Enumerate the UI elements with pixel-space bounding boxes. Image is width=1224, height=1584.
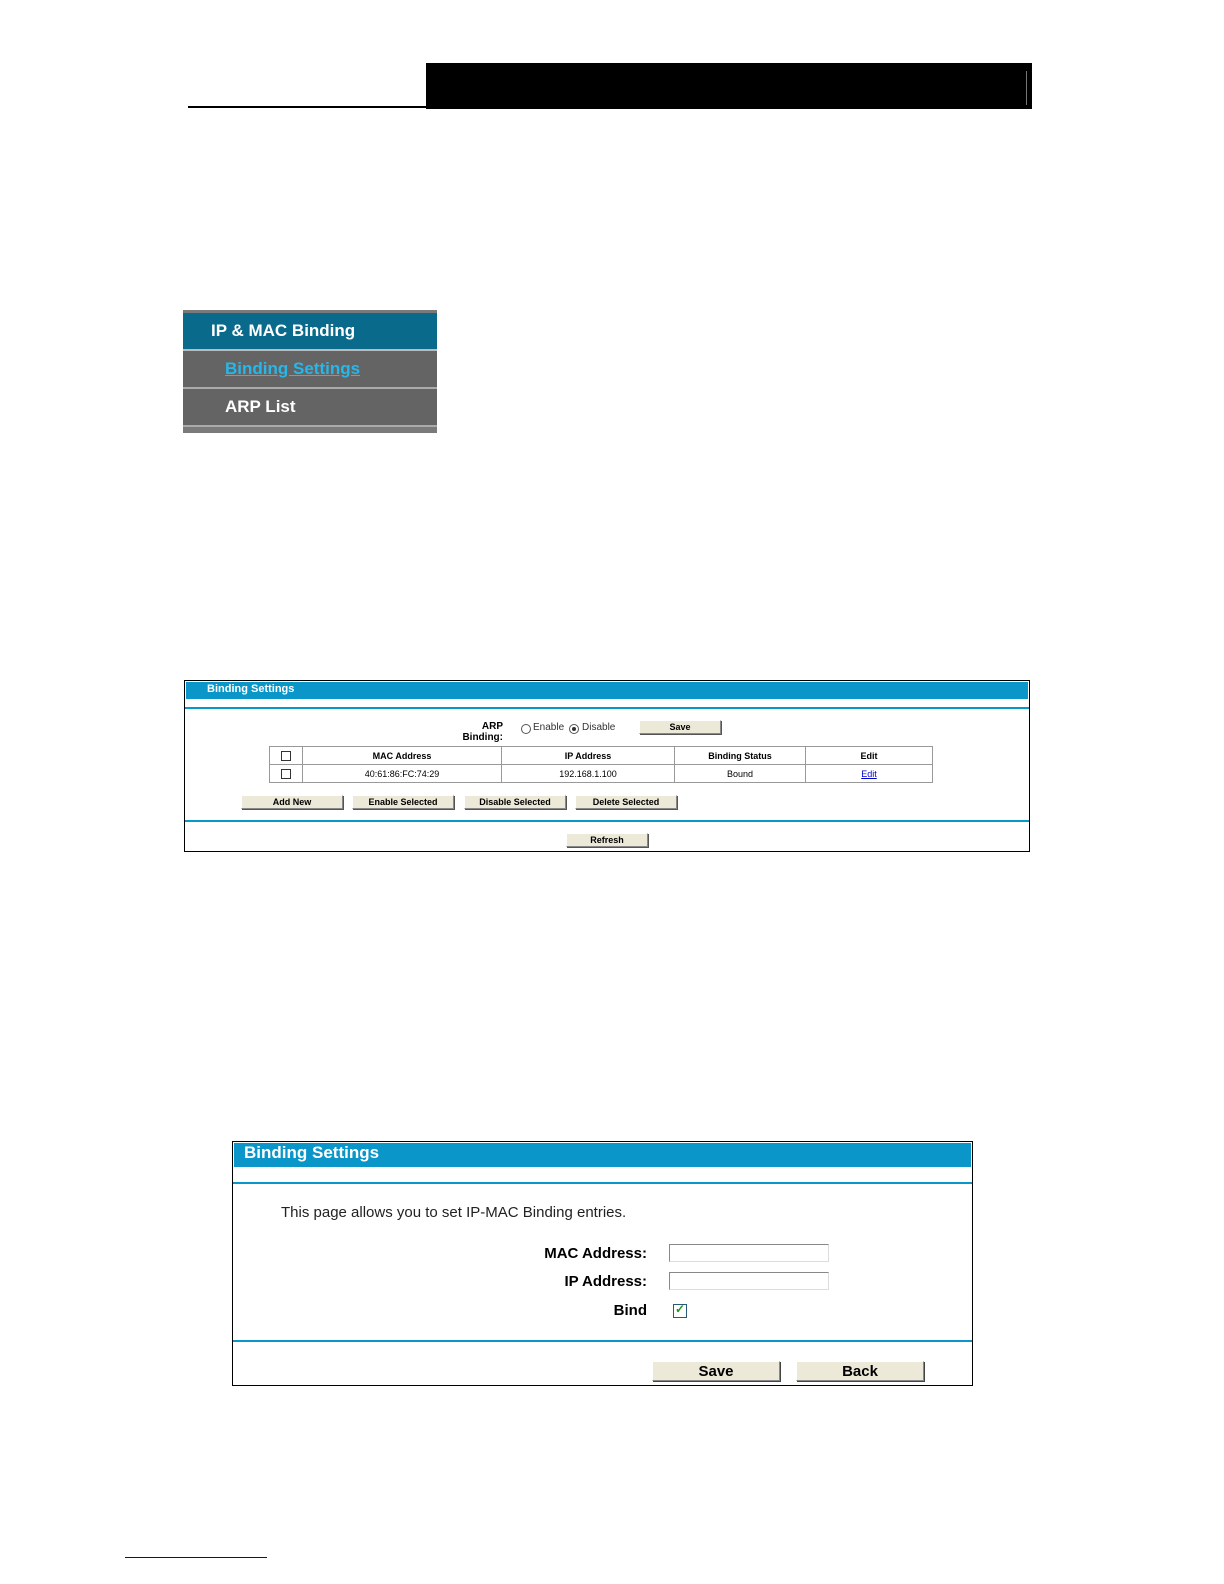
arp-disable-radio[interactable] xyxy=(569,724,579,734)
refresh-button[interactable]: Refresh xyxy=(566,833,648,847)
back-button[interactable]: Back xyxy=(796,1361,924,1381)
arp-binding-label: ARP Binding: xyxy=(462,721,503,743)
arp-enable-radio[interactable] xyxy=(521,724,531,734)
binding-table xyxy=(269,746,933,783)
arp-save-button[interactable]: Save xyxy=(639,720,721,734)
cell-ip: 192.168.1.100 xyxy=(502,765,675,783)
save-button[interactable]: Save xyxy=(652,1361,780,1381)
intro-text: This page allows you to set IP-MAC Binding entries. xyxy=(281,1204,627,1221)
divider xyxy=(233,1182,972,1184)
bind-checkbox[interactable] xyxy=(673,1304,687,1318)
header-bar xyxy=(426,63,1032,109)
menu-item-arp-list[interactable]: ARP List xyxy=(183,389,437,427)
arp-disable-label: Disable xyxy=(582,722,616,733)
panel-title: Binding Settings xyxy=(234,1143,971,1167)
enable-selected-button[interactable]: Enable Selected xyxy=(352,795,454,809)
binding-list-panel xyxy=(184,680,1030,852)
sidebar-menu xyxy=(183,310,437,433)
header-rule xyxy=(188,106,428,108)
row-checkbox[interactable] xyxy=(281,769,291,779)
mac-address-label: MAC Address: xyxy=(544,1245,647,1262)
cell-mac: 40:61:86:FC:74:29 xyxy=(303,765,502,783)
edit-link[interactable]: Edit xyxy=(861,768,877,779)
binding-edit-panel xyxy=(232,1141,973,1386)
col-binding-status: Binding Status xyxy=(675,747,806,765)
footer-link-rule xyxy=(125,1557,267,1558)
col-mac-address: MAC Address xyxy=(303,747,502,765)
table-header-row xyxy=(270,747,933,765)
col-ip-address: IP Address xyxy=(502,747,675,765)
ip-address-field[interactable] xyxy=(669,1272,829,1290)
cell-status: Bound xyxy=(675,765,806,783)
delete-selected-button[interactable]: Delete Selected xyxy=(575,795,677,809)
menu-item-label: Binding Settings xyxy=(225,359,361,378)
divider xyxy=(233,1340,972,1342)
panel-title: Binding Settings xyxy=(186,682,1028,699)
add-new-button[interactable]: Add New xyxy=(241,795,343,809)
select-all-checkbox[interactable] xyxy=(281,751,291,761)
divider xyxy=(185,820,1029,822)
ip-address-label: IP Address: xyxy=(564,1273,647,1290)
bind-label: Bind xyxy=(613,1302,647,1319)
col-edit: Edit xyxy=(806,747,933,765)
mac-address-field[interactable] xyxy=(669,1244,829,1262)
menu-item-binding-settings[interactable] xyxy=(183,351,437,389)
menu-heading-ip-mac-binding[interactable]: IP & MAC Binding xyxy=(183,313,437,351)
divider xyxy=(185,707,1029,709)
disable-selected-button[interactable]: Disable Selected xyxy=(464,795,566,809)
arp-enable-label: Enable xyxy=(533,722,565,733)
table-row xyxy=(270,765,933,783)
